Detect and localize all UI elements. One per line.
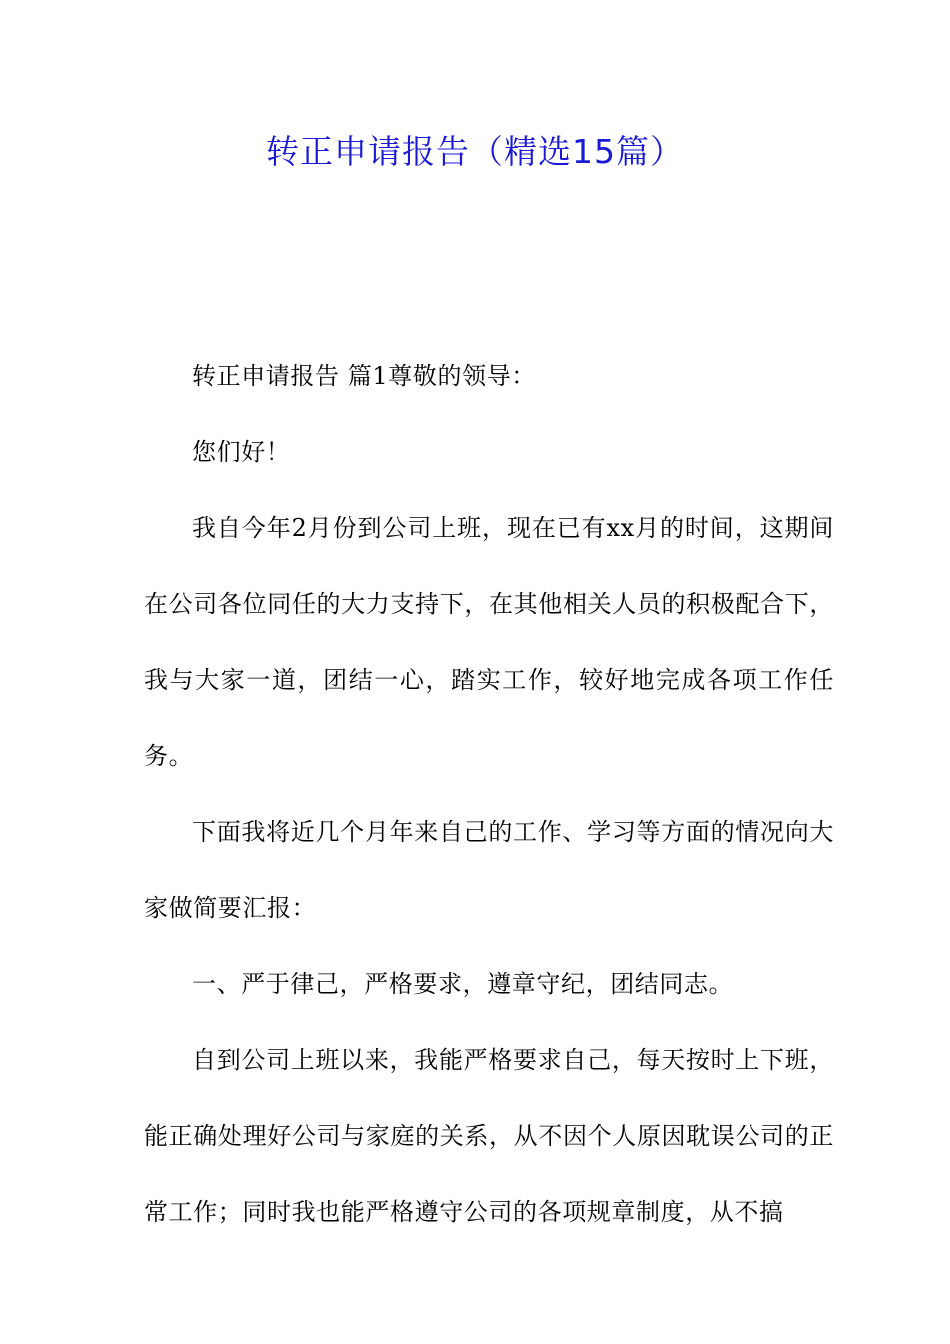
document-title: 转正申请报告（精选15篇） xyxy=(266,132,684,171)
paragraph-greeting: 您们好！ xyxy=(192,438,291,466)
section-heading-1: 一、严于律己，严格要求，遵章守纪，团结同志。 xyxy=(192,970,734,998)
paragraph-report-lead: 下面我将近几个月年来自己的工作、学习等方面的情况向大家做简要汇报： xyxy=(144,818,834,922)
paragraph-intro: 我自今年2月份到公司上班，现在已有xx月的时间，这期间在公司各位同任的大力支持下，在其他相关人员的积极配合下，我与大家一道，团结一心，踏实工作，较好地完成各项工作任务。 xyxy=(144,514,834,770)
document-body xyxy=(144,338,834,1250)
paragraph-discipline: 自到公司上班以来，我能严格要求自己，每天按时上下班，能正确处理好公司与家庭的关系，从不因个人原因耽误公司的正常工作；同时我也能严格遵守公司的各项规章制度，从不搞 xyxy=(144,1046,834,1226)
paragraph-salutation: 转正申请报告 篇1尊敬的领导： xyxy=(192,362,536,390)
